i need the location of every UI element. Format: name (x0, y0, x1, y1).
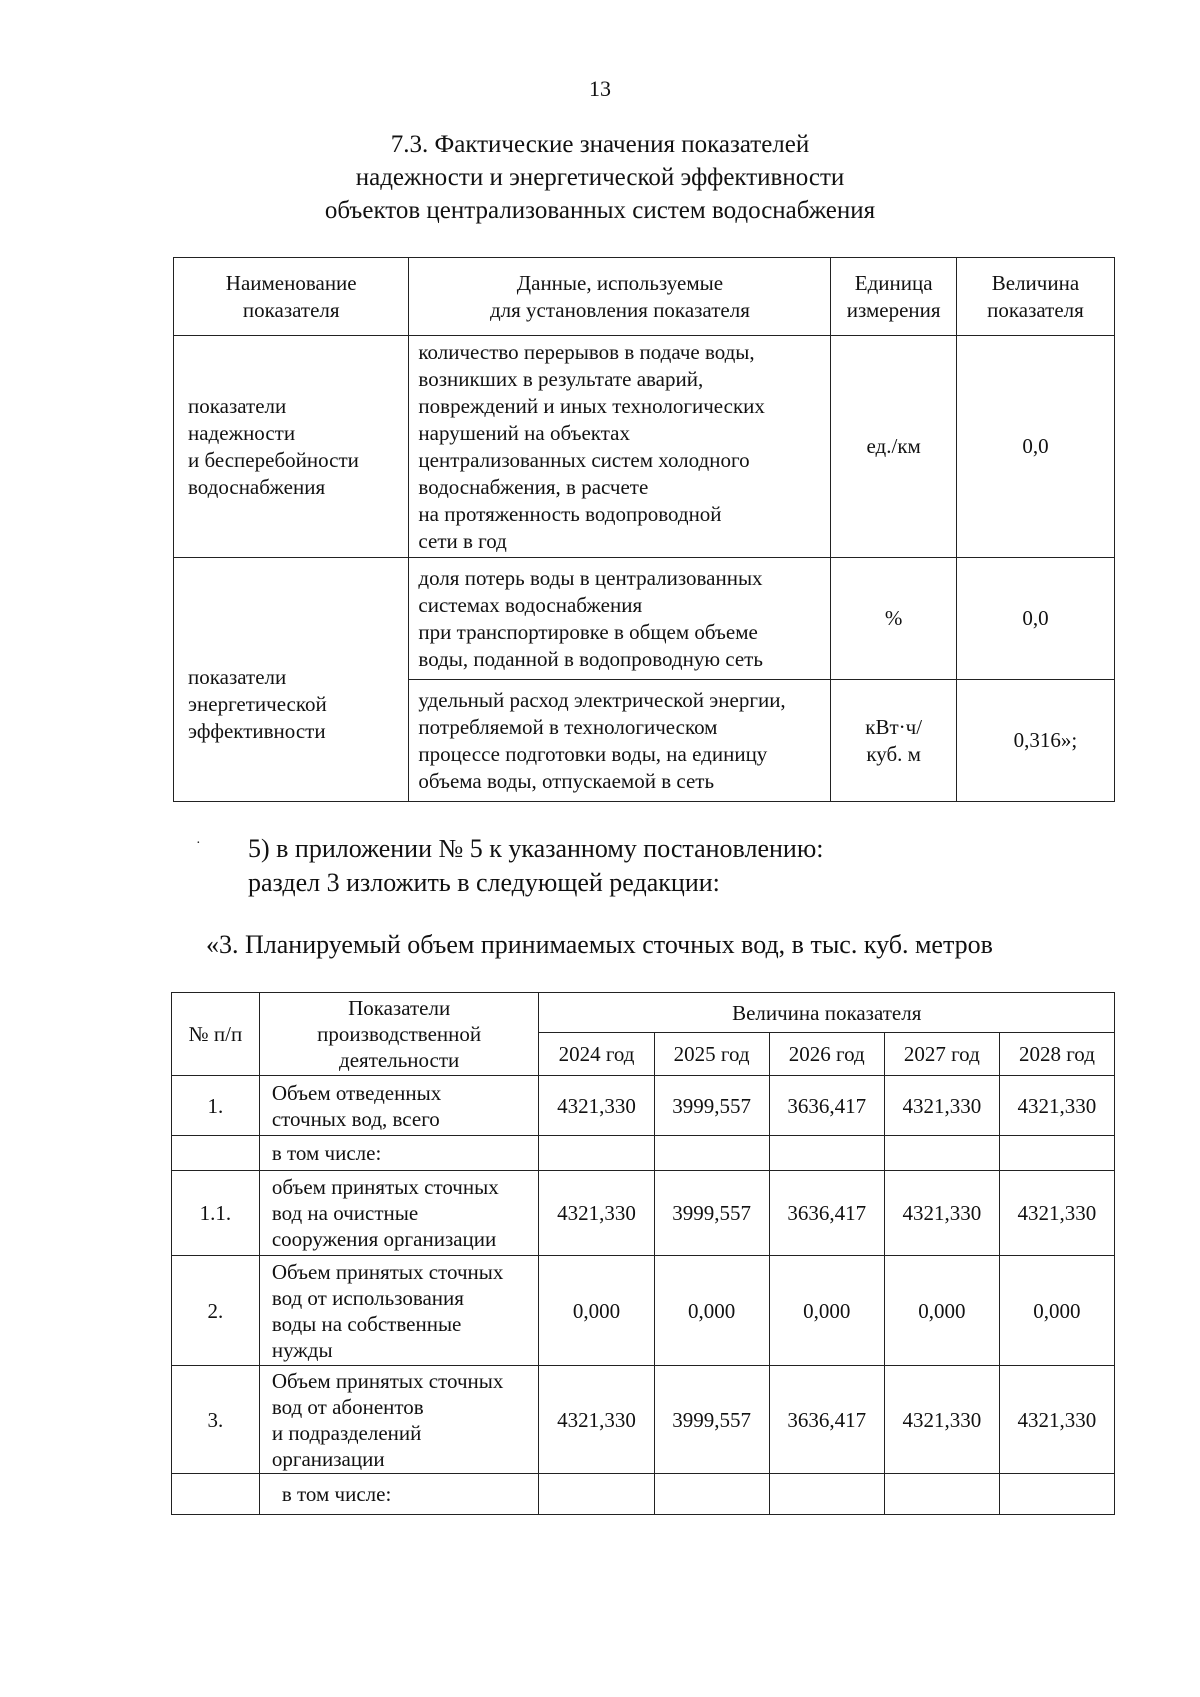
section-heading (0, 128, 1200, 227)
row-value: 0,000 (884, 1256, 999, 1366)
row-indicator: объем принятых сточных вод на очистные сооружения организации (259, 1171, 539, 1256)
row-value (539, 1474, 654, 1515)
row-value: 4321,330 (999, 1171, 1114, 1256)
value-cell: 0,316»; (956, 680, 1114, 802)
header-data-used: Данные, используемые для установления показателя (409, 258, 831, 336)
indicator-data-cell: количество перерывов в подаче воды, возникших в результате аварий, повреждений и иных технологических нарушений на объектах централизованных систем холодного водоснабжения, в расчете на протяженность водопроводной сети в год (409, 336, 831, 558)
indicator-data-cell: удельный расход электрической энергии, потребляемой в технологическом процессе подготовки воды, на единицу объема воды, отпускаемой в сеть (409, 680, 831, 802)
row-number: 1. (172, 1076, 260, 1136)
row-value: 4321,330 (884, 1366, 999, 1474)
indicator-name-cell: показатели надежности и бесперебойности водоснабжения (174, 336, 409, 558)
row-value: 4321,330 (999, 1076, 1114, 1136)
row-value (654, 1136, 769, 1171)
unit-cell: % (831, 558, 956, 680)
unit-cell: ед./км (831, 336, 956, 558)
unit-cell: кВт·ч/ куб. м (831, 680, 956, 802)
row-value (769, 1136, 884, 1171)
row-value (999, 1136, 1114, 1171)
row-indicator: в том числе: (259, 1474, 539, 1515)
row-number: 2. (172, 1256, 260, 1366)
table-row (172, 1256, 1115, 1366)
row-value: 3999,557 (654, 1171, 769, 1256)
paragraph-line-1: 5) в приложении № 5 к указанному постановлению: (248, 834, 824, 863)
section-3-title: «3. Планируемый объем принимаемых сточных вод, в тыс. куб. метров (206, 930, 993, 959)
indicator-data-cell: доля потерь воды в централизованных системах водоснабжения при транспортировке в общем объеме воды, поданной в водопроводную сеть (409, 558, 831, 680)
header-indicator-name: Наименование показателя (174, 258, 409, 336)
header-year: 2026 год (769, 1033, 884, 1076)
page-number: 13 (589, 76, 611, 101)
header-year: 2024 год (539, 1033, 654, 1076)
row-value (884, 1474, 999, 1515)
header-unit: Единица измерения (831, 258, 956, 336)
row-number: 3. (172, 1366, 260, 1474)
table-row (172, 1171, 1115, 1256)
heading-line-2: надежности и энергетической эффективности (355, 164, 845, 191)
paragraph-line-2: раздел 3 изложить в следующей редакции: (248, 868, 720, 897)
row-value (769, 1474, 884, 1515)
reliability-efficiency-table (173, 257, 1115, 802)
row-value: 4321,330 (884, 1171, 999, 1256)
table-header-row (174, 258, 1115, 336)
row-value (884, 1136, 999, 1171)
table-row (174, 558, 1115, 680)
value-cell: 0,0 (956, 336, 1114, 558)
row-indicator: Объем отведенных сточных вод, всего (259, 1076, 539, 1136)
header-value-group: Величина показателя (539, 993, 1115, 1033)
table-row (172, 1136, 1115, 1171)
value-cell: 0,0 (956, 558, 1114, 680)
row-indicator: Объем принятых сточных вод от использования воды на собственные нужды (259, 1256, 539, 1366)
row-value: 3636,417 (769, 1366, 884, 1474)
heading-line-1: 7.3. Фактические значения показателей (390, 131, 810, 158)
row-number (172, 1474, 260, 1515)
header-value: Величина показателя (956, 258, 1114, 336)
row-value: 0,000 (769, 1256, 884, 1366)
row-value: 4321,330 (884, 1076, 999, 1136)
row-value: 3999,557 (654, 1076, 769, 1136)
header-indicators: Показатели производственной деятельности (259, 993, 539, 1076)
row-value: 3999,557 (654, 1366, 769, 1474)
row-value: 4321,330 (539, 1171, 654, 1256)
row-number: 1.1. (172, 1171, 260, 1256)
table-row (174, 336, 1115, 558)
table-header-row (172, 993, 1115, 1033)
table-row (172, 1076, 1115, 1136)
row-number (172, 1136, 260, 1171)
header-year: 2025 год (654, 1033, 769, 1076)
table-row (172, 1474, 1115, 1515)
table-row (172, 1366, 1115, 1474)
row-value: 4321,330 (539, 1076, 654, 1136)
row-indicator: в том числе: (259, 1136, 539, 1171)
header-year: 2028 год (999, 1033, 1114, 1076)
heading-line-3: объектов централизованных систем водоснабжения (324, 197, 876, 224)
row-value: 0,000 (654, 1256, 769, 1366)
row-indicator: Объем принятых сточных вод от абонентов и подразделений организации (259, 1366, 539, 1474)
row-value: 3636,417 (769, 1171, 884, 1256)
row-value (539, 1136, 654, 1171)
bullet-mark: · (196, 836, 201, 851)
row-value: 0,000 (539, 1256, 654, 1366)
row-value: 4321,330 (999, 1366, 1114, 1474)
header-year: 2027 год (884, 1033, 999, 1076)
row-value: 0,000 (999, 1256, 1114, 1366)
row-value: 4321,330 (539, 1366, 654, 1474)
row-value: 3636,417 (769, 1076, 884, 1136)
row-value (654, 1474, 769, 1515)
indicator-name-cell: показатели энергетической эффективности (174, 558, 409, 802)
row-value (999, 1474, 1114, 1515)
wastewater-volume-table (171, 992, 1115, 1515)
header-number: № п/п (172, 993, 260, 1076)
